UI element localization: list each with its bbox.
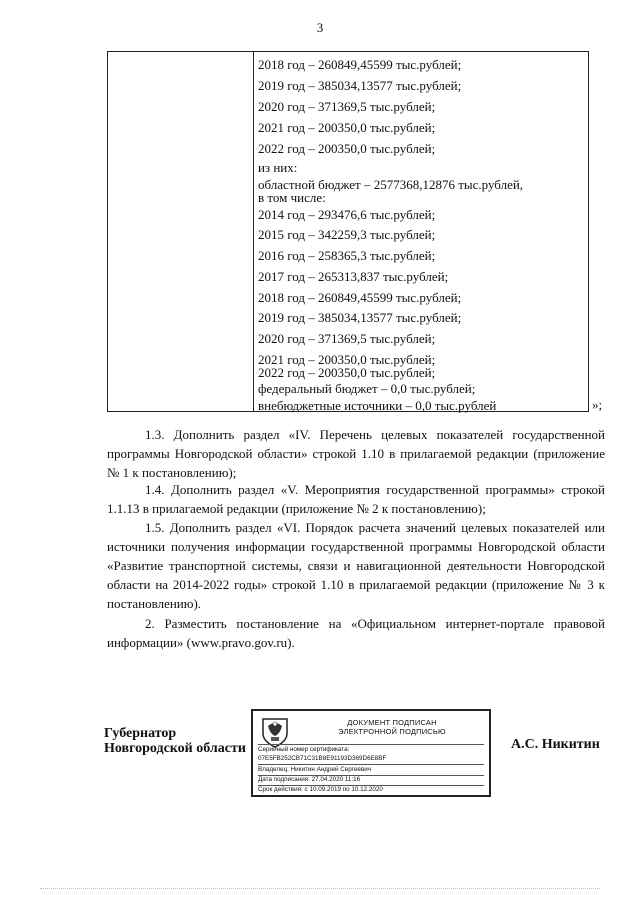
stamp-signed-date: Дата подписания: 27.04.2020 11:16 xyxy=(258,776,361,783)
table-line: 2021 год – 200350,0 тыс.рублей; xyxy=(258,352,436,367)
scan-artifact xyxy=(40,888,600,891)
table-line: в том числе: xyxy=(258,190,326,205)
paragraph-1-4 xyxy=(107,480,605,518)
table-line: 2016 год – 258365,3 тыс.рублей; xyxy=(258,248,436,263)
stamp-heading-line1: ДОКУМЕНТ ПОДПИСАН xyxy=(347,718,437,727)
stamp-heading-line2: ЭЛЕКТРОННОЙ ПОДПИСЬЮ xyxy=(338,727,446,736)
table-line: 2022 год – 200350,0 тыс.рублей; xyxy=(258,141,436,156)
stamp-validity: Срок действия: с 10.09.2019 по 10.12.2020 xyxy=(258,786,383,793)
page-number: 3 xyxy=(316,20,324,35)
table-line: 2019 год – 385034,13577 тыс.рублей; xyxy=(258,78,462,93)
stamp-certificate-number: 07E5FB252CB71C31B8E91193D369D6E8BF xyxy=(258,755,387,762)
paragraph-text: 1.5. Дополнить раздел «VI. Порядок расчета значений целевых показателей или источники получения информации государственной программы Новгородской области «Развитие транспортной системы, связи и навигационной деятельности Новгородской области на 2014-2022 годы» строкой 1.10 в прилагаемой редакции (приложение № 3 к постановлению). xyxy=(107,520,605,611)
paragraph-2 xyxy=(107,614,605,652)
paragraph-1-5 xyxy=(107,518,605,613)
table-closing-quote: »; xyxy=(592,397,603,412)
stamp-certificate-label: Серийный номер сертификата: xyxy=(258,746,350,753)
signer-title xyxy=(104,726,246,756)
table-line: 2018 год – 260849,45599 тыс.рублей; xyxy=(258,290,462,305)
table-line: 2019 год – 385034,13577 тыс.рублей; xyxy=(258,310,462,325)
paragraph-text: 2. Разместить постановление на «Официальном интернет-портале правовой информации» (www.pravo.gov.ru). xyxy=(107,616,605,650)
paragraph-1-3 xyxy=(107,425,605,482)
table-line: 2015 год – 342259,3 тыс.рублей; xyxy=(258,227,436,242)
stamp-divider xyxy=(258,764,484,765)
paragraph-text: 1.4. Дополнить раздел «V. Мероприятия государственной программы» строкой 1.1.13 в прилагаемой редакции (приложение № 2 к постановлению); xyxy=(107,482,605,516)
table-column-divider xyxy=(253,52,254,411)
signer-name: А.С. Никитин xyxy=(511,737,600,752)
table-line: из них: xyxy=(258,160,298,175)
signer-title-line1: Губернатор xyxy=(104,726,177,741)
table-line: 2020 год – 371369,5 тыс.рублей; xyxy=(258,99,436,114)
electronic-signature-stamp xyxy=(251,709,491,797)
stamp-heading xyxy=(297,718,487,736)
table-line: 2022 год – 200350,0 тыс.рублей; xyxy=(258,365,436,380)
table-line: 2018 год – 260849,45599 тыс.рублей; xyxy=(258,57,462,72)
stamp-owner: Владелец: Никитин Андрей Сергеевич xyxy=(258,766,372,773)
table-line: 2017 год – 265313,837 тыс.рублей; xyxy=(258,269,449,284)
signer-title-line2: Новгородской области xyxy=(104,741,246,756)
stamp-divider xyxy=(258,744,484,745)
table-line: 2014 год – 293476,6 тыс.рублей; xyxy=(258,207,436,222)
table-line: 2021 год – 200350,0 тыс.рублей; xyxy=(258,120,436,135)
table-line: федеральный бюджет – 0,0 тыс.рублей; xyxy=(258,381,476,396)
table-line: областной бюджет – 2577368,12876 тыс.рублей, xyxy=(258,177,524,192)
paragraph-text: 1.3. Дополнить раздел «IV. Перечень целевых показателей государственной программы Новгородской области» строкой 1.10 в прилагаемой редакции (приложение № 1 к постановлению); xyxy=(107,427,605,480)
table-line: 2020 год – 371369,5 тыс.рублей; xyxy=(258,331,436,346)
table-line: внебюджетные источники – 0,0 тыс.рублей xyxy=(258,398,497,413)
